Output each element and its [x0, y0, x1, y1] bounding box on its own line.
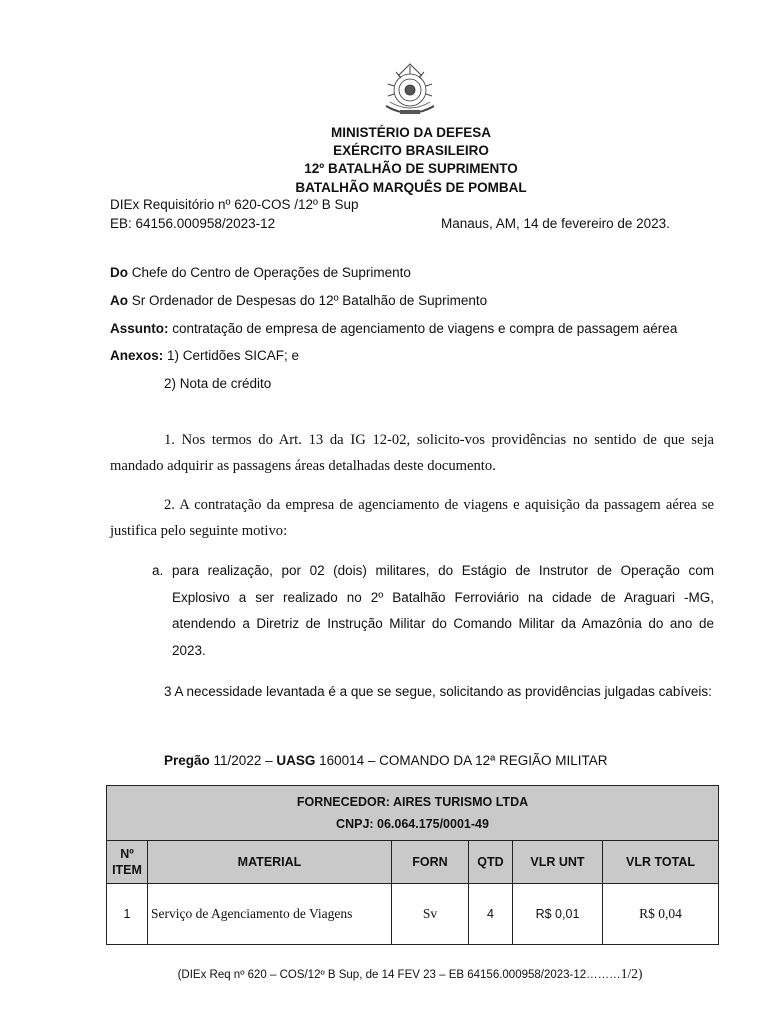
page-number: 1/2) — [620, 966, 643, 981]
from-label: Do — [110, 265, 128, 280]
supplier-cnpj: CNPJ: 06.064.175/0001-49 — [336, 817, 489, 831]
subject-text: contratação de empresa de agenciamento de viagens e compra de passagem aérea — [168, 321, 678, 336]
cell-vlr-total: R$ 0,04 — [603, 884, 719, 945]
pregao-label: Pregão — [164, 753, 210, 768]
to-text: Sr Ordenador de Despesas do 12º Batalhão de Suprimento — [128, 293, 488, 308]
coat-of-arms-icon — [376, 62, 444, 122]
col-header-item-line1: Nº — [120, 847, 134, 861]
doc-reference: DIEx Requisitório nº 620-COS /12º B Sup — [110, 197, 359, 212]
from-text: Chefe do Centro de Operações de Suprimento — [128, 265, 411, 280]
cell-vlr-unt: R$ 0,01 — [513, 884, 603, 945]
col-header-item — [107, 841, 148, 884]
cell-item: 1 — [107, 884, 148, 945]
uasg-label: UASG — [276, 753, 316, 768]
table-header-row — [107, 841, 719, 884]
pregao-line — [164, 753, 607, 768]
paragraph-3 — [110, 679, 714, 705]
annex-item-2: 2) Nota de crédito — [164, 376, 272, 391]
annex-line — [110, 348, 299, 363]
paragraph-1 — [110, 427, 714, 479]
org-line-ministry: MINISTÉRIO DA DEFESA — [330, 125, 491, 140]
items-table — [106, 785, 719, 945]
footer-text: (DIEx Req nº 620 – COS/12º B Sup, de 14 FEV 23 – EB 64156.000958/2023-12……… — [177, 969, 621, 981]
table-supplier-row — [107, 786, 719, 841]
place-date: Manaus, AM, 14 de fevereiro de 2023. — [441, 216, 670, 231]
table-row — [107, 884, 719, 945]
org-line-battalion: 12º BATALHÃO DE SUPRIMENTO — [304, 161, 518, 176]
col-header-vlr-unt: VLR UNT — [513, 841, 603, 884]
paragraph-1-text: 1. Nos termos do Art. 13 da IG 12-02, solicito-vos providências no sentido de que seja mandado adquirir as passagens áreas detalhadas deste documento. — [110, 432, 714, 474]
annex-item-1: 1) Certidões SICAF; e — [163, 348, 300, 363]
paragraph-3-text: 3 A necessidade levantada é a que se segue, solicitando as providências julgadas cabíveis: — [164, 684, 712, 699]
annex-label: Anexos: — [110, 348, 164, 363]
to-label: Ao — [110, 293, 128, 308]
org-line-army: EXÉRCITO BRASILEIRO — [333, 143, 489, 158]
org-line-battalion-name: BATALHÃO MARQUÊS DE POMBAL — [295, 180, 527, 195]
supplier-cell — [107, 786, 719, 841]
col-header-material: MATERIAL — [148, 841, 392, 884]
col-header-forn: FORN — [392, 841, 469, 884]
paragraph-2-text: 2. A contratação da empresa de agenciamento de viagens e aquisição da passagem aérea se justifica pelo seguinte motivo: — [110, 497, 714, 539]
item-a-label: a. — [152, 563, 164, 578]
subject-line — [110, 321, 677, 336]
pregao-number: 11/2022 – — [209, 753, 277, 768]
paragraph-2 — [110, 492, 714, 544]
uasg-text: 160014 – COMANDO DA 12ª REGIÃO MILITAR — [315, 753, 608, 768]
supplier-name: FORNECEDOR: AIRES TURISMO LTDA — [296, 795, 529, 809]
col-header-qtd: QTD — [469, 841, 513, 884]
to-line — [110, 293, 487, 308]
page-footer — [0, 966, 768, 982]
cell-forn: Sv — [392, 884, 469, 945]
col-header-vlr-total: VLR TOTAL — [603, 841, 719, 884]
from-line — [110, 265, 411, 280]
col-header-item-line2: ITEM — [112, 863, 142, 877]
eb-number: EB: 64156.000958/2023-12 — [110, 216, 276, 231]
cell-material: Serviço de Agenciamento de Viagens — [148, 884, 392, 945]
cell-qtd: 4 — [469, 884, 513, 945]
item-a-text: para realização, por 02 (dois) militares, do Estágio de Instrutor de Operação com Explosivo a ser realizado no 2º Batalhão Ferroviário na cidade de Araguari -MG, atendendo a Diretriz de Instrução Militar do Comando Militar da Amazônia do ano de 2023. — [172, 563, 714, 658]
subject-label: Assunto: — [110, 321, 169, 336]
item-a — [152, 558, 714, 664]
